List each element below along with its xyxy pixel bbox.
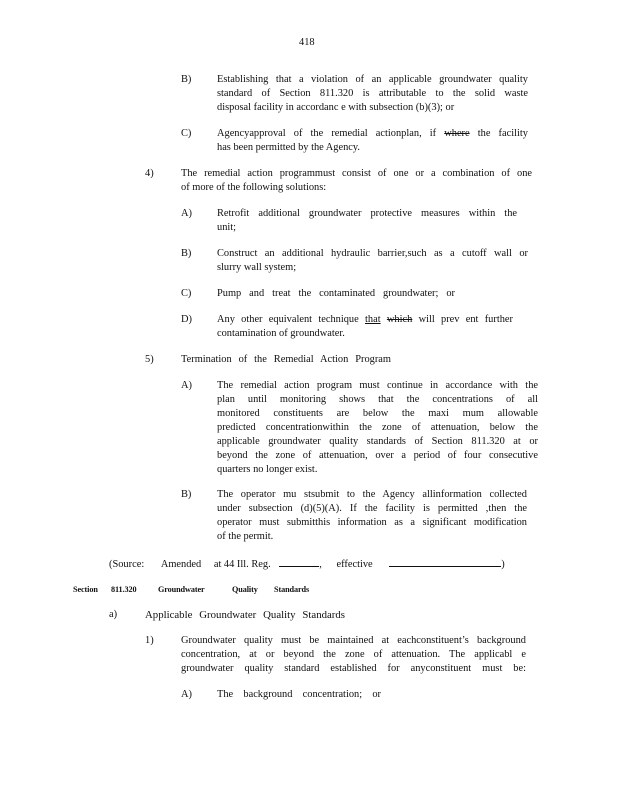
paragraph — [217, 127, 528, 155]
paragraph — [217, 287, 455, 301]
text-line: The operator mu stsubmit to the Agency allinformation collected — [217, 489, 527, 500]
text-line: has been permitted by the Agency. — [217, 142, 361, 153]
text-line: disposal facility in accordanc e with subsection (b)(3); or — [217, 102, 455, 113]
text-line: The remedial action programmust consist of one or a combination of one — [181, 168, 532, 179]
item-label: 5) — [145, 354, 154, 365]
source-effective: effective — [336, 559, 373, 570]
text-segment: ,then the — [485, 503, 528, 514]
text-segment: will prev ent further — [418, 314, 513, 325]
paragraph — [217, 688, 381, 702]
item-label: D) — [181, 314, 192, 325]
section-title-word: Groundwater — [158, 585, 205, 594]
section-title-word: Quality — [232, 585, 258, 594]
text-line: monitored constituents are below the maxi mum allowable — [217, 408, 538, 419]
paragraph — [217, 207, 517, 235]
text-line: Groundwater quality must be maintained at eachconstituent’s background — [181, 635, 526, 646]
item-label: C) — [181, 288, 192, 299]
section-title: Applicable Groundwater Quality Standards — [145, 609, 345, 621]
item-label: A) — [181, 208, 192, 219]
text-line: standard of Section 811.320 is attributable to the solid waste — [217, 88, 528, 99]
item-label: 1) — [145, 635, 154, 646]
text-line: Establishing that a violation of an applicable groundwater quality — [217, 74, 528, 85]
item-label: A) — [181, 380, 192, 391]
text-line: contamination of groundwater. — [217, 328, 345, 339]
paragraph — [217, 379, 538, 477]
paragraph — [181, 353, 391, 367]
item-label: C) — [181, 128, 192, 139]
struck-text: which — [386, 314, 413, 325]
blank-line — [389, 556, 501, 567]
item-label: B) — [181, 489, 192, 500]
text-line: operator must submitthis information as a significant modification — [217, 517, 527, 528]
text-line — [217, 502, 527, 516]
text-line — [217, 127, 528, 141]
text-line: unit; — [217, 222, 237, 233]
text-segment: Agencyapproval of the remedial actionplan, if — [217, 128, 437, 139]
text-line: beyond the zone of attenuation, over a period of four consecutive — [217, 450, 538, 461]
page-number: 418 — [299, 37, 315, 48]
paragraph — [145, 608, 345, 622]
text-line: groundwater quality standard established for anyconstituent must be: — [181, 663, 526, 674]
source-comma: , — [319, 559, 322, 570]
source-note — [109, 556, 505, 572]
text-line: of more of the following solutions: — [181, 182, 327, 193]
text-line: predicted concentrationwithin the zone of attenuation, below the — [217, 422, 538, 433]
text-line: The remedial action program must continue in accordance with the — [217, 380, 538, 391]
section-number: 811.320 — [111, 585, 137, 594]
section-label: Section — [73, 585, 98, 594]
paragraph — [181, 634, 526, 676]
text-line — [217, 313, 513, 327]
blank-line — [279, 556, 319, 567]
text-line: applicable groundwater quality standards of Section 811.320 at or — [217, 436, 538, 447]
paragraph — [217, 488, 527, 544]
text-segment: under subsection (d)(5)(A). If the facility is permitted — [217, 503, 478, 514]
text-line: concentration, at or beyond the zone of attenuation. The applicabl e — [181, 649, 526, 660]
source-open: (Source: — [109, 559, 145, 570]
paragraph — [181, 167, 532, 195]
text-line: Retrofit additional groundwater protective measures within the — [217, 208, 517, 219]
section-title-word: Standards — [274, 585, 310, 594]
source-amended: Amended — [160, 559, 202, 570]
item-label: 4) — [145, 168, 154, 179]
text-line: The background concentration; or — [217, 689, 381, 700]
struck-text: where — [444, 128, 470, 139]
paragraph — [217, 73, 528, 115]
text-line: plan until monitoring shows that the concentrations of all — [217, 394, 538, 405]
text-segment: the facility — [477, 128, 528, 139]
item-label: B) — [181, 74, 192, 85]
underlined-text: that — [365, 314, 381, 325]
item-label: A) — [181, 689, 192, 700]
text-segment: Any other equivalent technique — [217, 314, 359, 325]
section-title: Termination of the Remedial Action Program — [181, 354, 391, 365]
paragraph — [217, 247, 528, 275]
text-line: Pump and treat the contaminated groundwater; or — [217, 288, 455, 299]
item-label: B) — [181, 248, 192, 259]
text-line: quarters no longer exist. — [217, 464, 318, 475]
text-line: Construct an additional hydraulic barrier,such as a cutoff wall or — [217, 248, 528, 259]
source-close: ) — [501, 559, 505, 570]
text-line: of the permit. — [217, 531, 274, 542]
text-line: slurry wall system; — [217, 262, 297, 273]
paragraph — [217, 313, 513, 341]
source-citation: at 44 Ill. Reg. — [213, 559, 271, 570]
item-label: a) — [109, 609, 118, 620]
